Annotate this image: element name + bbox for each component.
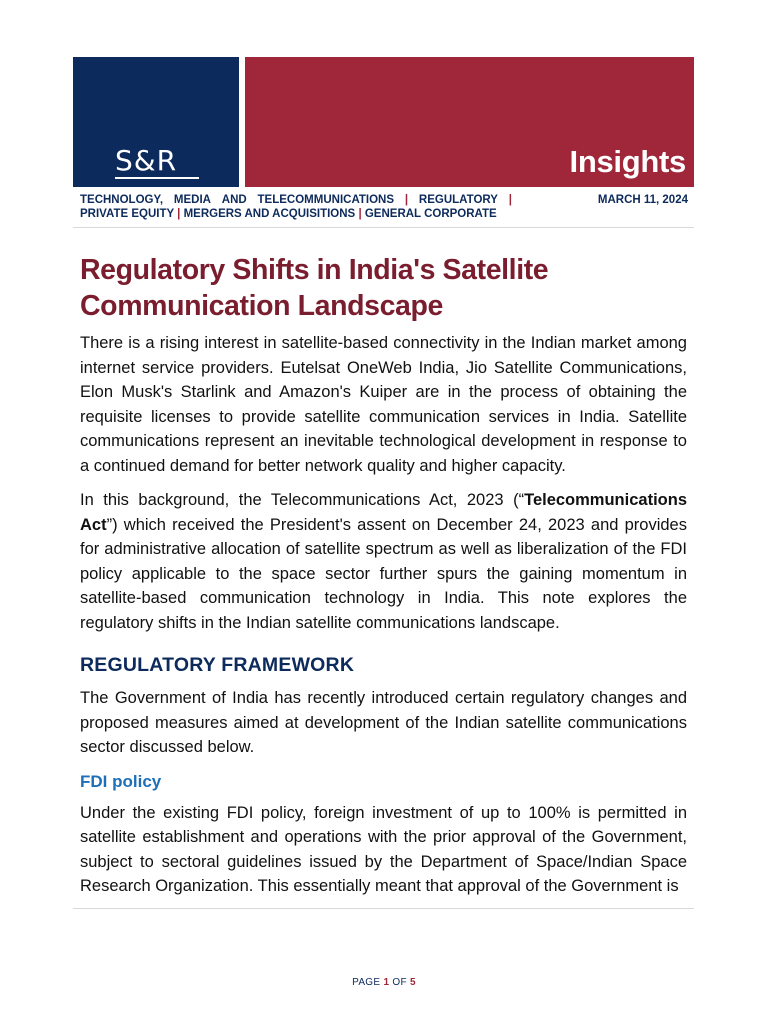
tag-word: AND [221, 194, 247, 206]
tag-word: GENERAL CORPORATE [364, 208, 497, 220]
header-divider [73, 227, 694, 228]
text-run: In this background, the Telecommunications Act, 2023 (“ [80, 491, 525, 509]
defined-term: Telecommunications Act [80, 491, 687, 534]
subsection-heading: FDI policy [80, 771, 162, 791]
section-heading: REGULATORY FRAMEWORK [80, 654, 355, 676]
intro-paragraph: There is a rising interest in satellite-based connectivity in the Indian market among internet service providers. Eutelsat OneWeb India, Jio Satellite Communications, Elon Musk's Starlink and Amazon's Kuiper are in the process of obtaining the requisite licenses to provide satellite communication services in India. Satellite communications represent an inevitable technological development in response to a continued demand for better network quality and higher capacity. [80, 334, 687, 475]
tags-line-1 [80, 193, 512, 207]
brand-block [73, 57, 239, 187]
tag-separator: | [358, 208, 362, 220]
tag-separator: | [404, 194, 409, 206]
tag-word: PRIVATE EQUITY [80, 208, 174, 220]
background-paragraph [80, 488, 687, 635]
tag-word: TELECOMMUNICATIONS [257, 194, 395, 206]
of-label: OF [392, 977, 407, 988]
article-title: Regulatory Shifts in India's Satellite Communication Landscape [80, 254, 549, 322]
footer-divider [73, 908, 694, 909]
banner-title: Insights [569, 144, 686, 179]
tags-line-2 [80, 207, 512, 221]
banner-block [245, 57, 694, 187]
page-indicator [0, 977, 768, 988]
framework-paragraph: The Government of India has recently introduced certain regulatory changes and proposed measures aimed at development of the Indian satellite communications sector discussed below. [80, 689, 687, 756]
publication-date: MARCH 11, 2024 [597, 194, 688, 206]
text-run: ”) which received the President's assent on December 24, 2023 and provides for administrative allocation of satellite spectrum as well as liberalization of the FDI policy applicable to the space sector further spurs the gaining momentum in satellite-based communication technology in India. This note explores the regulatory shifts in the Indian satellite communications landscape. [80, 515, 687, 632]
total-pages: 5 [410, 977, 416, 988]
tag-word: REGULATORY [418, 194, 498, 206]
tag-word: MEDIA [173, 194, 211, 206]
tag-separator: | [177, 208, 181, 220]
tag-word: MERGERS AND ACQUISITIONS [183, 208, 356, 220]
page-number: 1 [383, 977, 390, 988]
logo-underline [115, 177, 199, 179]
sr-logo: S&R [115, 144, 178, 177]
tag-word: TECHNOLOGY, [80, 194, 164, 206]
article-body [80, 331, 687, 909]
fdi-paragraph: Under the existing FDI policy, foreign investment of up to 100% is permitted in satellite establishment and operations with the prior approval of the Government, subject to sectoral guidelines issued by the Department of Space/Indian Space Research Organization. This essentially meant that approval of the Government is [80, 803, 687, 895]
tag-separator: | [508, 194, 512, 206]
practice-area-tags [80, 193, 512, 221]
page-label: PAGE [352, 977, 381, 988]
